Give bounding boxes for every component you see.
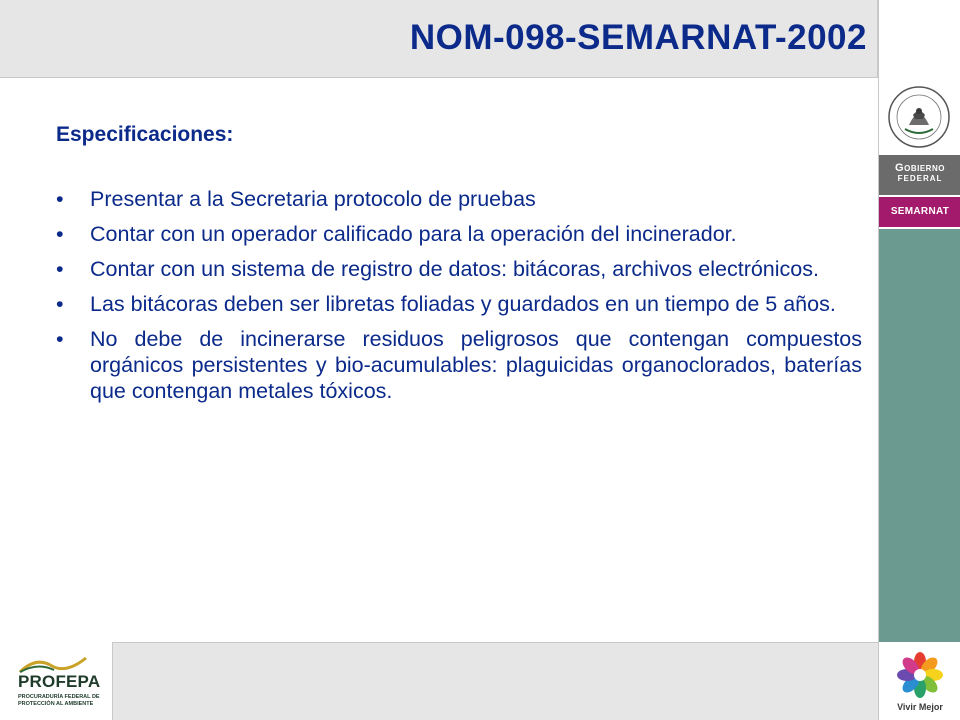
bullet-dot: • — [56, 327, 64, 351]
vivir-mejor-logo — [879, 642, 960, 720]
bullet-list — [56, 186, 862, 413]
profepa-logo — [0, 642, 112, 720]
list-item — [56, 186, 862, 212]
semarnat-badge: SEMARNAT — [879, 197, 960, 227]
right-sidebar — [878, 0, 960, 720]
profepa-emblem-icon — [18, 652, 88, 674]
seal-container — [879, 78, 960, 155]
profepa-name: PROFEPA — [18, 672, 101, 691]
profepa-subtitle: PROCURADURÍA FEDERAL DE PROTECCIÓN AL AMBIENTE — [18, 694, 100, 707]
section-heading: Especificaciones: — [56, 123, 234, 146]
bullet-dot: • — [56, 257, 64, 281]
bullet-dot: • — [56, 187, 64, 211]
flower-logo-icon — [895, 650, 945, 700]
list-item — [56, 326, 862, 404]
list-item — [56, 221, 862, 247]
teal-strip — [879, 229, 960, 642]
bullet-dot: • — [56, 292, 64, 316]
title-bar — [0, 0, 878, 78]
list-item-text: Contar con un sistema de registro de datos: bitácoras, archivos electrónicos. — [90, 257, 819, 281]
bullet-dot: • — [56, 222, 64, 246]
list-item-text: Contar con un operador calificado para la operación del incinerador. — [90, 222, 737, 246]
list-item-text: Presentar a la Secretaria protocolo de pruebas — [90, 187, 536, 211]
sidebar-top-blank — [879, 0, 960, 78]
list-item — [56, 291, 862, 317]
bottom-bar — [112, 642, 878, 720]
list-item-text: Las bitácoras deben ser libretas foliadas y guardados en un tiempo de 5 años. — [90, 292, 836, 316]
list-item-text: No debe de incinerarse residuos peligrosos que contengan compuestos orgánicos persistentes y bio-acumulables: plaguicidas organoclorados, baterías que contengan metales tóxicos. — [90, 327, 862, 403]
gobierno-federal-badge — [879, 155, 960, 195]
list-item — [56, 256, 862, 282]
gobierno-line1: Gobierno — [895, 162, 945, 174]
gobierno-line2: FEDERAL — [897, 174, 943, 183]
slide-title: NOM-098-SEMARNAT-2002 — [409, 18, 867, 57]
vivir-mejor-text: Vivir Mejor — [897, 702, 943, 712]
coat-of-arms-icon — [887, 85, 951, 149]
